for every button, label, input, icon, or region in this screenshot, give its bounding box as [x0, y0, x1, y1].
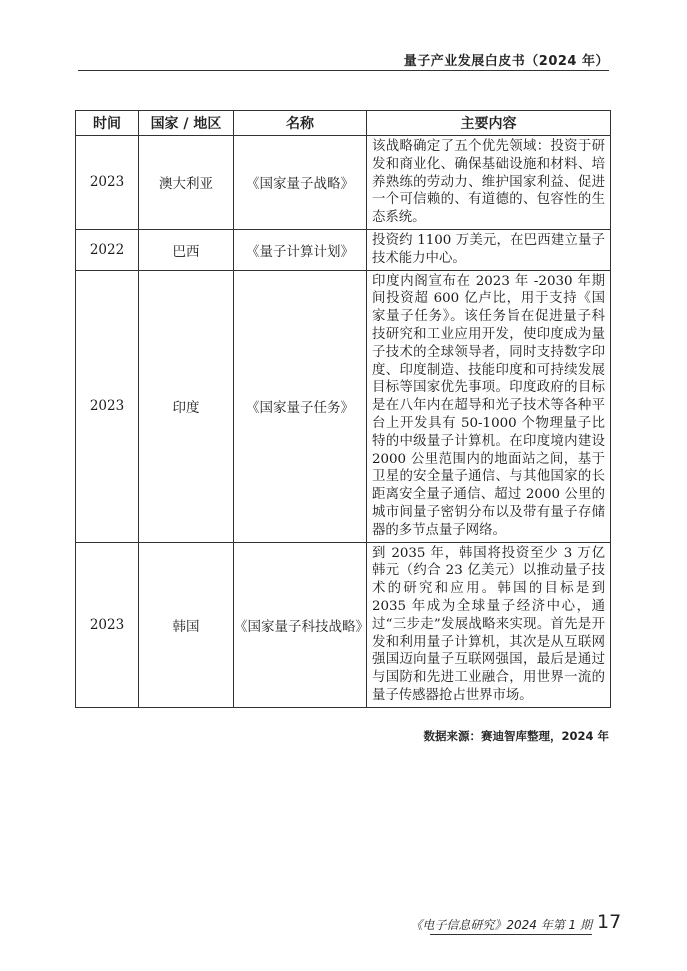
cell-country: 澳大利亚	[139, 136, 234, 230]
footer-journal-name: 《电子信息研究》2024 年第 1 期	[410, 918, 592, 932]
header-divider	[78, 70, 609, 71]
cell-policy-name: 《量子计算计划》	[234, 229, 367, 270]
table-header-row	[76, 111, 611, 136]
running-header-title: 量子产业发展白皮书（2024 年）	[403, 54, 609, 69]
table-row-brazil	[76, 229, 611, 270]
table-row-australia	[76, 136, 611, 230]
cell-year: 2023	[76, 136, 139, 230]
cell-country: 印度	[139, 270, 234, 542]
cell-country: 巴西	[139, 229, 234, 270]
cell-policy-name: 《国家量子战略》	[234, 136, 367, 230]
cell-country: 韩国	[139, 542, 234, 707]
quantum-policy-table	[75, 110, 611, 708]
cell-year: 2023	[76, 542, 139, 707]
page-number: 17	[597, 911, 622, 933]
data-source-note: 数据来源：赛迪智库整理，2024 年	[423, 729, 609, 743]
column-header-name: 名称	[234, 111, 367, 136]
cell-policy-name: 《国家量子科技战略》	[234, 542, 367, 707]
column-header-content: 主要内容	[367, 111, 611, 136]
cell-content: 投资约 1100 万美元，在巴西建立量子技术能力中心。	[367, 229, 611, 270]
cell-policy-name: 《国家量子任务》	[234, 270, 367, 542]
cell-content: 印度内阁宣布在 2023 年 -2030 年期间投资超 600 亿卢比，用于支持《国家量子任务》。该任务旨在促进量子科技研究和工业应用开发，使印度成为量子技术的全球领导者，同时支持数字印度、印度制造、技能印度和可持续发展目标等国家优先事项。印度政府的目标是在八年内在超导和光子技术等各种平台上开发具有 50-1000 个物理量子比特的中级量子计算机。在印度境内建设 2000 公里范围内的地面站之间，基于卫星的安全量子通信、与其他国家的长距离安全量子通信、超过 2000 公里的城市间量子密钥分布以及带有量子存储器的多节点量子网络。	[367, 270, 611, 542]
column-header-time: 时间	[76, 111, 139, 136]
table-row-korea	[76, 542, 611, 707]
cell-content: 该战略确定了五个优先领域：投资于研发和商业化、确保基础设施和材料、培养熟练的劳动力、维护国家利益、促进一个可信赖的、有道德的、包容性的生态系统。	[367, 136, 611, 230]
table-row-india	[76, 270, 611, 542]
footer-divider	[430, 934, 592, 935]
cell-year: 2023	[76, 270, 139, 542]
column-header-region: 国家 / 地区	[139, 111, 234, 136]
cell-content: 到 2035 年，韩国将投资至少 3 万亿韩元（约合 23 亿美元）以推动量子技术的研究和应用。韩国的目标是到 2035 年成为全球量子经济中心，通过“三步走”发展战略来实现。首先是开发和利用量子计算机，其次是从互联网强国迈向量子互联网强国，最后是通过与国防和先进工业融合，用世界一流的量子传感器抢占世界市场。	[367, 542, 611, 707]
cell-year: 2022	[76, 229, 139, 270]
